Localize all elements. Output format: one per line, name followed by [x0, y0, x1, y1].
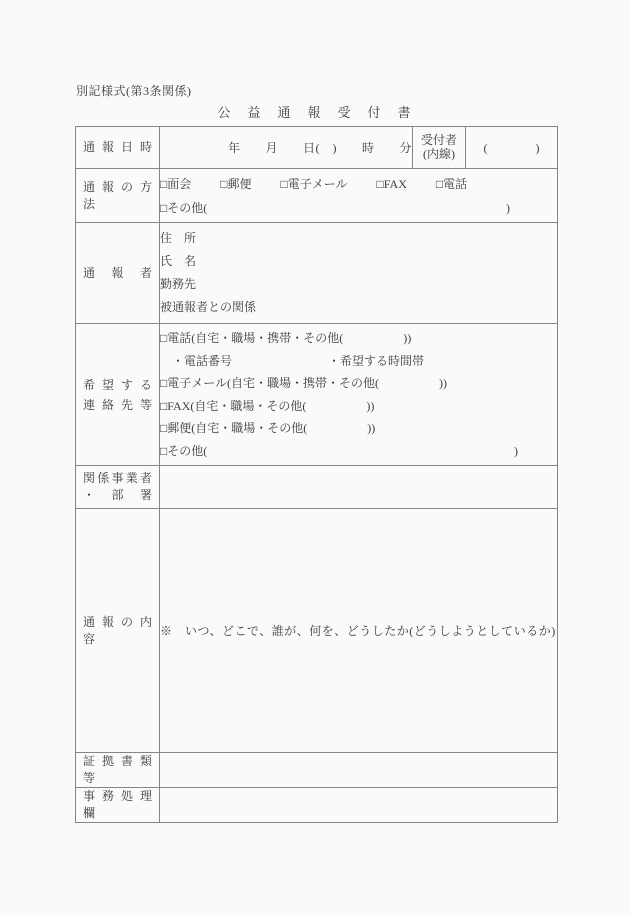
contact-phone-detail: ・電話番号 ・希望する時間帯 — [160, 353, 425, 368]
reporter-label: 通 報 者 — [83, 265, 152, 280]
other-close-paren: ) — [506, 200, 510, 215]
row-report-datetime — [76, 127, 558, 169]
preferred-contact-label-line1: 希 望 す る — [83, 377, 152, 392]
report-method-other-line — [160, 196, 510, 220]
report-method-options-line — [160, 172, 557, 196]
report-datetime-label: 通 報 日 時 — [83, 140, 152, 154]
report-datetime-label-cell — [76, 127, 160, 169]
checkbox-option-other-open: □その他( — [160, 200, 208, 215]
office-use-content-cell — [160, 788, 558, 823]
reporter-label-cell — [76, 223, 160, 324]
report-method-content-cell — [160, 169, 558, 223]
report-method-label-cell — [76, 169, 160, 223]
receiver-value-cell — [466, 127, 558, 169]
preferred-contact-label-line2: 連 絡 先 等 — [83, 397, 152, 412]
related-business-label-cell — [76, 466, 160, 509]
preferred-contact-label-cell — [76, 324, 160, 466]
contact-option-phone: □電話(自宅・職場・携帯・その他( )) — [160, 331, 412, 345]
contact-other-close-paren: ) — [514, 443, 518, 458]
report-datetime-value: 年 月 日( ) 時 分 — [228, 141, 412, 155]
reporter-content-cell — [160, 223, 558, 324]
row-preferred-contact — [76, 324, 558, 466]
reporter-field-workplace: 勤務先 — [160, 277, 197, 291]
office-use-label-cell — [76, 788, 160, 823]
receiver-label-line1: 受付者 — [420, 133, 457, 147]
receiver-label-line2: (内線) — [423, 146, 455, 161]
evidence-content-cell — [160, 753, 558, 788]
checkbox-option-phone: □電話 — [435, 176, 468, 191]
row-report-method — [76, 169, 558, 223]
evidence-label-cell — [76, 753, 160, 788]
evidence-label: 証 拠 書 類 等 — [83, 754, 152, 785]
row-evidence — [76, 753, 558, 788]
checkbox-option-email: □電子メール — [280, 176, 348, 191]
checkbox-option-mail: □郵便 — [220, 176, 252, 191]
report-datetime-value-cell — [160, 127, 413, 169]
related-business-label-line1: 関係事業者 — [83, 471, 152, 485]
office-use-label: 事 務 処 理 欄 — [83, 789, 152, 820]
receiver-extension-value: ( ) — [483, 141, 540, 155]
report-content-note: ※ いつ、どこで、誰が、何を、どうしたか(どうしようとしているか) — [160, 624, 556, 638]
related-business-label-line2: ・ 部 署 — [83, 488, 152, 502]
related-business-content-cell — [160, 466, 558, 509]
contact-option-email: □電子メール(自宅・職場・携帯・その他( )) — [160, 376, 447, 390]
report-content-label-cell — [76, 509, 160, 753]
form-style-note: 別記様式(第3条関係) — [76, 84, 192, 98]
checkbox-option-meeting: □面会 — [160, 176, 192, 191]
row-report-content — [76, 509, 558, 753]
receiver-label-cell — [413, 127, 466, 169]
preferred-contact-content-cell — [160, 324, 558, 466]
checkbox-option-fax: □FAX — [376, 176, 407, 191]
row-reporter — [76, 223, 558, 324]
row-related-business — [76, 466, 558, 509]
contact-option-mail: □郵便(自宅・職場・その他( )) — [160, 421, 376, 435]
contact-option-fax: □FAX(自宅・職場・その他( )) — [160, 398, 375, 413]
report-method-label: 通 報 の 方 法 — [83, 179, 152, 211]
whistleblowing-reception-form — [75, 126, 558, 823]
reporter-field-name: 氏 名 — [160, 254, 197, 268]
reporter-field-relation: 被通報者との関係 — [160, 300, 257, 314]
document-title: 公 益 通 報 受 付 書 — [217, 105, 413, 120]
contact-other-open: □その他( — [160, 443, 208, 458]
row-office-use — [76, 788, 558, 823]
reporter-field-address: 住 所 — [160, 231, 197, 245]
contact-option-other-line — [160, 440, 518, 463]
report-content-content-cell — [160, 509, 558, 753]
report-content-label: 通 報 の 内 容 — [83, 614, 152, 646]
